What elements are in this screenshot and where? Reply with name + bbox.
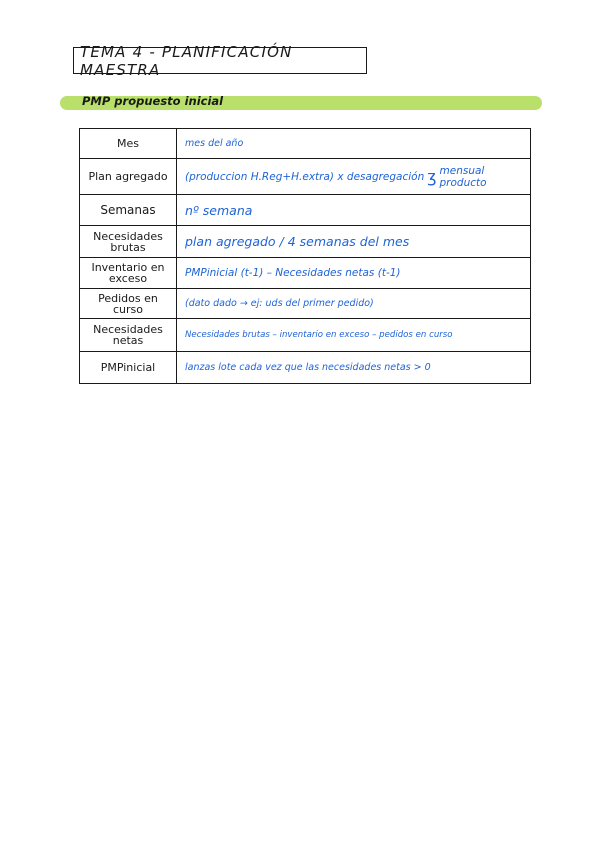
brace-icon: ʒ (427, 167, 437, 186)
option-item: producto (439, 176, 487, 189)
row-label: Necesidades netas (80, 319, 177, 351)
row-label: Plan agregado (80, 159, 177, 194)
row-value: PMPinicial (t-1) – Necesidades netas (t-1) (185, 267, 401, 279)
pmp-table (79, 128, 531, 384)
table-row (80, 352, 530, 383)
row-value: (dato dado → ej: uds del primer pedido) (185, 298, 374, 309)
row-value: lanzas lote cada vez que las necesidades netas > 0 (185, 362, 431, 373)
row-label: Inventario en exceso (80, 258, 177, 288)
option-item: mensual (439, 164, 485, 177)
table-row (80, 258, 530, 289)
section-subtitle: PMP propuesto inicial (82, 94, 224, 108)
row-value-text: (produccion H.Reg+H.extra) x desagregación (185, 170, 425, 183)
table-row (80, 195, 530, 226)
table-row (80, 226, 530, 258)
options-stack (440, 165, 487, 189)
row-label: Pedidos en curso (80, 289, 177, 318)
row-value: mes del año (185, 138, 244, 149)
table-row (80, 289, 530, 319)
row-value (177, 159, 530, 194)
table-row (80, 319, 530, 352)
row-label: Mes (80, 129, 177, 158)
row-label: PMPinicial (80, 352, 177, 383)
row-label: Necesidades brutas (80, 226, 177, 257)
row-value: nº semana (185, 202, 253, 218)
table-row (80, 129, 530, 159)
table-row (80, 159, 530, 195)
row-label: Semanas (80, 195, 177, 225)
page-title: TEMA 4 - PLANIFICACIÓN MAESTRA (73, 47, 367, 74)
row-value: Necesidades brutas – inventario en exceso – pedidos en curso (185, 330, 453, 340)
row-value: plan agregado / 4 semanas del mes (185, 234, 410, 249)
